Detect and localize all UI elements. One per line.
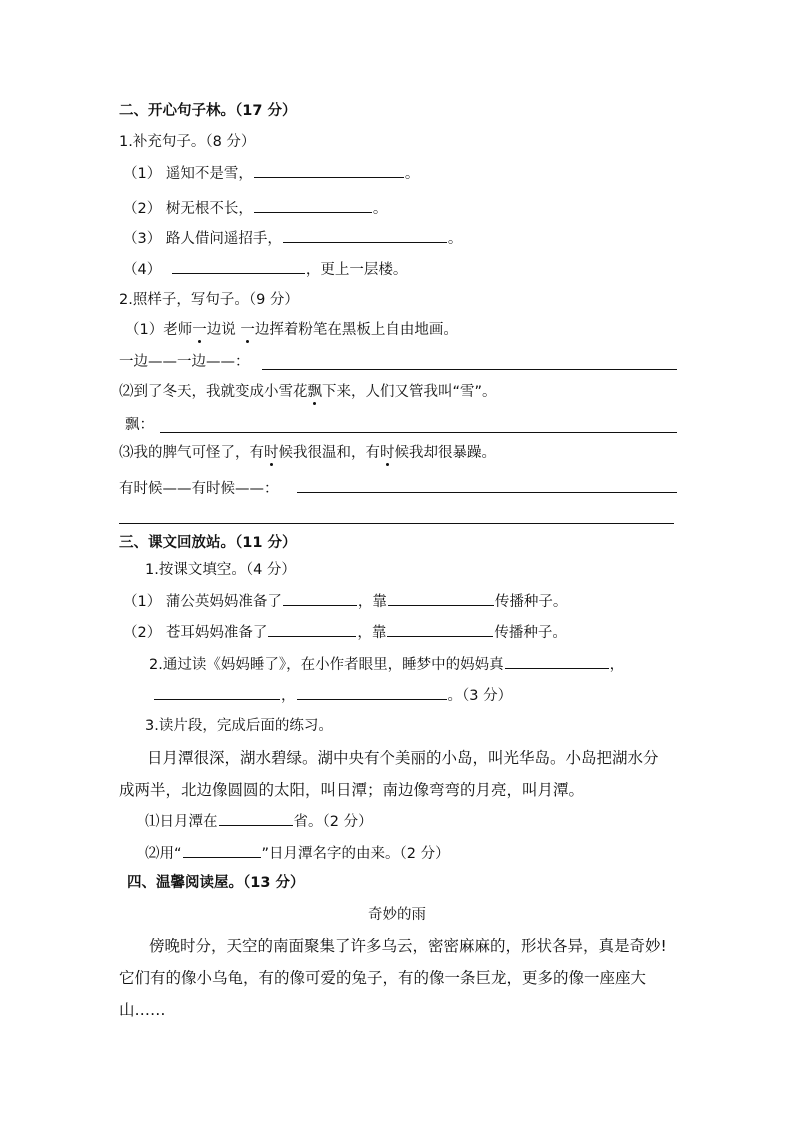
s3-q3-sub-2 [145,843,450,864]
q1-item-3-prompt: （3） 路人借问遥招手， [123,231,282,247]
q1-item-2-blank[interactable] [254,198,372,213]
q2-example-1-text: 边说 [206,322,241,338]
q1-item-1-prompt: （1） 遥知不是雪， [123,166,253,182]
q1-item-4-prompt: （4） [123,262,162,278]
s3-q1-line-2-text: （2） 苍耳妈妈准备了 [123,625,268,641]
passage-line-2: 成两半，北边像圆圆的太阳，叫日潭；南边像弯弯的月亮，叫月潭。 [119,781,585,799]
s3-q2-blank-3[interactable] [297,685,447,700]
s3-q1-line-2-text: ，靠 [357,625,387,641]
s3-q2-blank-1[interactable] [505,654,609,669]
q2-answer-1-label: 一边——一边——： [119,354,250,370]
s3-q1-title: 1.按课文填空。（4 分） [145,562,296,578]
q1-item-3-blank[interactable] [283,228,447,243]
q1-title: 1.补充句子。（8 分） [119,134,256,150]
s3-q2-line-2 [153,685,512,706]
q2-example-3-text: ⑶我的脾气可怪了， [119,445,250,461]
q2-answer-1-line[interactable] [262,369,677,370]
s3-q1-line-1-text: 传播种子。 [494,594,568,610]
section-3-heading: 三、课文回放站。（11 分） [119,535,297,551]
section-2-heading: 二、开心句子林。（17 分） [119,103,297,119]
q1-item-2 [123,198,387,219]
s3-q1-line-2 [123,622,567,643]
s3-q3-sub-2-text: ⑵用“ [145,846,182,862]
s3-q1-line-1-text: ，靠 [357,594,387,610]
s3-q3-sub-2-text: ”日月潭名字的由来。（2 分） [261,846,450,862]
s3-q1-line-1-blank-2[interactable] [388,591,494,606]
story-title: 奇妙的雨 [368,907,426,923]
emphasis-char: 一 [192,322,207,338]
s3-q2-line-1 [149,654,624,675]
s3-q3-sub-1-blank[interactable] [219,811,293,826]
q2-example-1 [125,320,458,340]
q2-example-1-text: （1）老师 [125,322,193,338]
story-line-1: 傍晚时分，天空的南面聚集了许多乌云，密密麻麻的，形状各异，真是奇妙! [149,937,667,955]
q1-item-1-end: 。 [404,166,420,182]
q2-example-2-text: 下来，人们又管我叫“雪”。 [322,384,497,400]
q2-answer-3-line[interactable] [297,492,677,493]
passage-line-1: 日月潭很深，湖水碧绿。湖中央有个美丽的小岛，叫光华岛。小岛把湖水分 [147,749,659,767]
emphasis-word: 有时候 [365,445,409,461]
story-line-2: 它们有的像小乌龟，有的像可爱的兔子，有的像一条巨龙，更多的像一座座大 [119,969,647,987]
s3-q3-sub-1-text: ⑴日月潭在 [145,814,218,830]
s3-q3-sub-1-text: 省。（2 分） [293,814,373,830]
s3-q1-line-1-blank-1[interactable] [283,591,357,606]
s3-q2-blank-2[interactable] [154,685,280,700]
emphasis-word: 有时候 [249,445,293,461]
q2-title: 2.照样子，写句子。（9 分） [119,292,299,308]
q2-example-2 [119,382,497,402]
q1-item-4 [123,259,407,280]
q2-example-1-text: 边挥着粉笔在黑板上自由地画。 [254,322,458,338]
q1-item-4-end: ，更上一层楼。 [305,262,408,278]
story-line-3: 山…… [119,1001,166,1019]
s3-q1-line-2-text: 传播种子。 [494,625,567,641]
q2-answer-2-line[interactable] [160,432,677,433]
s3-q1-line-2-blank-1[interactable] [268,622,356,637]
s3-q3-title: 3.读片段，完成后面的练习。 [145,718,333,734]
s3-q1-line-2-blank-2[interactable] [387,622,493,637]
q1-item-4-blank[interactable] [172,259,305,274]
q1-item-2-end: 。 [372,201,388,217]
q1-item-3 [123,228,462,249]
s3-q1-line-1-text: （1） 蒲公英妈妈准备了 [123,594,282,610]
s3-q3-sub-1 [145,811,373,832]
s3-q1-line-1 [123,591,567,612]
q1-item-1 [123,163,419,184]
s3-q2-text: 2.通过读《妈妈睡了》，在小作者眼里，睡梦中的妈妈真 [149,657,504,673]
emphasis-char: 一 [240,322,255,338]
q2-answer-3-line-2[interactable] [119,523,674,524]
q1-item-2-prompt: （2） 树无根不长， [123,201,253,217]
q1-item-3-end: 。 [447,231,463,247]
s3-q3-sub-2-blank[interactable] [183,843,261,858]
q2-example-3-text: 我很温和， [293,445,366,461]
s3-q2-text: ， [281,688,296,704]
s3-q2-text: ， [609,657,625,673]
q2-answer-3-label: 有时候——有时候——： [119,481,279,497]
emphasis-char: 飘 [307,384,322,400]
q1-item-1-blank[interactable] [254,163,404,178]
q2-example-3 [119,443,496,463]
q2-answer-2-label: 飘： [125,417,154,433]
q2-example-3-text: 我却很暴躁。 [409,445,496,461]
section-4-heading: 四、温馨阅读屋。（13 分） [127,875,305,891]
s3-q2-text: 。（3 分） [447,688,513,704]
q2-example-2-text: ⑵到了冬天，我就变成小雪花 [119,384,308,400]
